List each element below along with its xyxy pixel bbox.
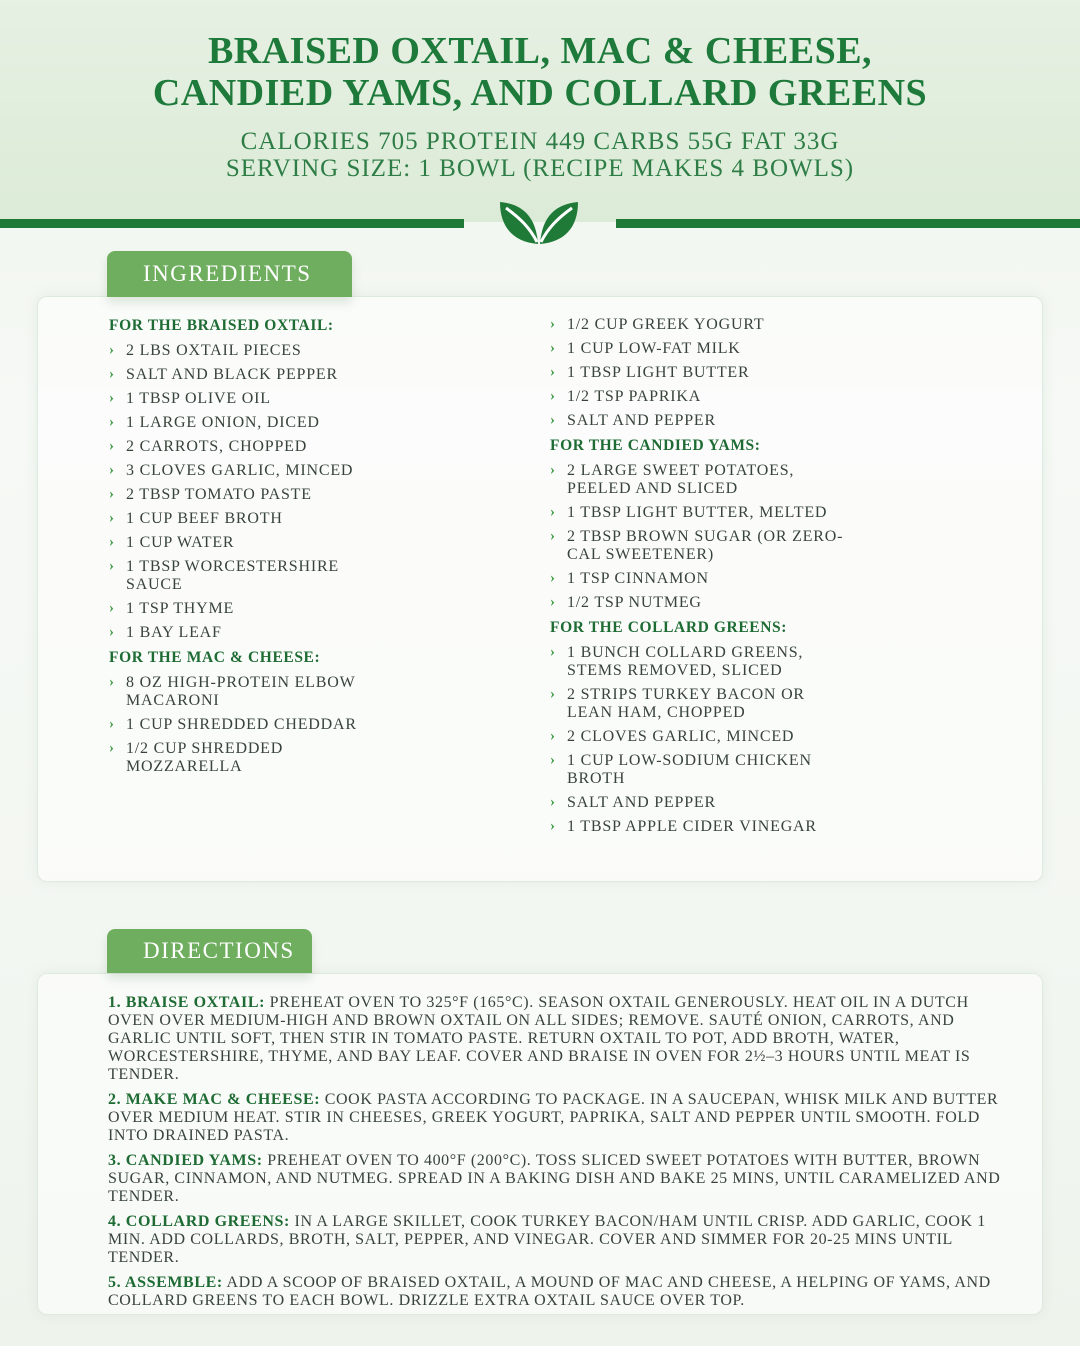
chevron-right-icon: › [550, 340, 556, 356]
ingredient-item [550, 728, 850, 746]
chevron-right-icon: › [550, 794, 556, 810]
ingredient-section-heading: FOR THE COLLARD GREENS: [550, 619, 788, 636]
ingredients-tab: INGREDIENTS [107, 251, 352, 297]
ingredient-text: 1/2 TSP NUTMEG [567, 594, 702, 611]
ingredient-text: SALT AND BLACK PEPPER [126, 366, 338, 383]
chevron-right-icon: › [109, 740, 115, 756]
ingredient-item [550, 686, 850, 722]
direction-step [108, 1213, 1008, 1267]
ingredient-section-heading: FOR THE MAC & CHEESE: [109, 649, 321, 666]
chevron-right-icon: › [109, 390, 115, 406]
step-label: 4. COLLARD GREENS: [108, 1213, 290, 1230]
ingredient-item [109, 342, 379, 360]
ingredient-text: 1 CUP BEEF BROTH [126, 510, 283, 527]
ingredient-text: 1 CUP WATER [126, 534, 235, 551]
ingredient-list [550, 316, 850, 430]
direction-step [108, 1091, 1008, 1145]
chevron-right-icon: › [109, 462, 115, 478]
chevron-right-icon: › [109, 534, 115, 550]
ingredient-text: 1 BUNCH COLLARD GREENS, STEMS REMOVED, SLICED [567, 644, 804, 679]
ingredient-text: SALT AND PEPPER [567, 412, 716, 429]
ingredient-item [109, 366, 379, 384]
ingredient-item [550, 316, 850, 334]
chevron-right-icon: › [109, 486, 115, 502]
direction-step [108, 1274, 1008, 1310]
divider-left [0, 219, 464, 228]
step-label: 1. BRAISE OXTAIL: [108, 994, 266, 1011]
ingredient-text: 2 LBS OXTAIL PIECES [126, 342, 302, 359]
ingredient-text: 1/2 TSP PAPRIKA [567, 388, 702, 405]
direction-step [108, 994, 1008, 1084]
serving-size: SERVING SIZE: 1 BOWL (RECIPE MAKES 4 BOWLS) [225, 155, 855, 182]
ingredient-item [109, 438, 379, 456]
ingredient-text: 2 LARGE SWEET POTATOES, PEELED AND SLICED [567, 462, 795, 497]
chevron-right-icon: › [550, 752, 556, 768]
ingredient-item [109, 674, 379, 710]
ingredient-text: 3 CLOVES GARLIC, MINCED [126, 462, 354, 479]
ingredient-text: 1 TBSP APPLE CIDER VINEGAR [567, 818, 817, 835]
ingredient-text: 1 LARGE ONION, DICED [126, 414, 320, 431]
chevron-right-icon: › [550, 686, 556, 702]
ingredient-item [550, 528, 850, 564]
ingredient-text: 2 TBSP BROWN SUGAR (OR ZERO-CAL SWEETENER) [567, 528, 844, 563]
ingredient-section-heading: FOR THE BRAISED OXTAIL: [109, 317, 334, 334]
chevron-right-icon: › [550, 412, 556, 428]
ingredient-item [109, 390, 379, 408]
ingredient-item [109, 600, 379, 618]
ingredient-text: 1/2 CUP GREEK YOGURT [567, 316, 765, 333]
ingredient-item [109, 462, 379, 480]
chevron-right-icon: › [109, 600, 115, 616]
ingredient-text: 1 TSP THYME [126, 600, 235, 617]
ingredient-text: 2 CARROTS, CHOPPED [126, 438, 308, 455]
ingredient-item [550, 752, 850, 788]
ingredient-text: 1 BAY LEAF [126, 624, 222, 641]
ingredient-list [550, 462, 850, 612]
chevron-right-icon: › [109, 414, 115, 430]
chevron-right-icon: › [550, 570, 556, 586]
step-text: COOK PASTA ACCORDING TO PACKAGE. IN A SAUCEPAN, WHISK MILK AND BUTTER OVER MEDIUM HEAT. STIR IN CHEESES, GREEK YOGURT, PAPRIKA, SALT AND PEPPER UNTIL SMOOTH. FOLD INTO DRAINED PASTA. [108, 1091, 999, 1144]
chevron-right-icon: › [550, 644, 556, 660]
chevron-right-icon: › [550, 316, 556, 332]
recipe-title [0, 30, 1080, 114]
chevron-right-icon: › [109, 366, 115, 382]
ingredient-text: 1 TSP CINNAMON [567, 570, 709, 587]
ingredient-text: 2 STRIPS TURKEY BACON OR LEAN HAM, CHOPPED [567, 686, 805, 721]
ingredient-item [550, 364, 850, 382]
ingredient-item [109, 740, 379, 776]
directions-list [108, 994, 1008, 1317]
ingredient-text: 1 CUP SHREDDED CHEDDAR [126, 716, 357, 733]
ingredient-item [109, 510, 379, 528]
chevron-right-icon: › [550, 728, 556, 744]
step-text: PREHEAT OVEN TO 325°F (165°C). SEASON OXTAIL GENEROUSLY. HEAT OIL IN A DUTCH OVEN OVER MEDIUM-HIGH AND BROWN OXTAIL ON ALL SIDES; REMOVE. SAUTÉ ONION, CARROTS, AND GARLIC UNTIL SOFT, THEN STIR IN TOMATO PASTE. RETURN OXTAIL TO POT, ADD BROTH, WATER, WORCESTERSHIRE, THYME, AND BAY LEAF. COVER AND BRAISE IN OVEN FOR 2½–3 HOURS UNTIL MEAT IS TENDER. [108, 994, 971, 1083]
chevron-right-icon: › [550, 528, 556, 544]
ingredient-text: 1 TBSP LIGHT BUTTER, MELTED [567, 504, 828, 521]
divider-right [616, 219, 1080, 228]
ingredient-list [109, 342, 379, 642]
ingredient-item [550, 570, 850, 588]
ingredient-text: 1 TBSP OLIVE OIL [126, 390, 271, 407]
ingredient-item [550, 594, 850, 612]
ingredient-text: 8 OZ HIGH-PROTEIN ELBOW MACARONI [126, 674, 356, 709]
ingredient-item [550, 794, 850, 812]
chevron-right-icon: › [550, 462, 556, 478]
ingredient-item [550, 818, 850, 836]
chevron-right-icon: › [109, 510, 115, 526]
step-label: 3. CANDIED YAMS: [108, 1152, 263, 1169]
ingredient-item [550, 388, 850, 406]
ingredient-text: 1/2 CUP SHREDDED MOZZARELLA [126, 740, 284, 775]
chevron-right-icon: › [550, 504, 556, 520]
ingredient-item [550, 644, 850, 680]
ingredient-text: 1 TBSP LIGHT BUTTER [567, 364, 750, 381]
ingredients-right-column [550, 316, 850, 842]
ingredient-text: 2 CLOVES GARLIC, MINCED [567, 728, 795, 745]
nutrition-info: CALORIES 705 PROTEIN 449 CARBS 55G FAT 33G [240, 128, 840, 155]
ingredient-list [550, 644, 850, 836]
ingredients-left-column [109, 316, 379, 782]
ingredient-list [109, 674, 379, 776]
chevron-right-icon: › [550, 594, 556, 610]
ingredient-item [109, 558, 379, 594]
step-label: 5. ASSEMBLE: [108, 1274, 223, 1291]
step-label: 2. MAKE MAC & CHEESE: [108, 1091, 321, 1108]
ingredient-item [109, 534, 379, 552]
ingredient-item [550, 340, 850, 358]
ingredient-item [109, 716, 379, 734]
ingredient-text: 1 TBSP WORCESTERSHIRE SAUCE [126, 558, 339, 593]
ingredient-item [109, 486, 379, 504]
step-text: ADD A SCOOP OF BRAISED OXTAIL, A MOUND OF MAC AND CHEESE, A HELPING OF YAMS, AND COLLARD GREENS TO EACH BOWL. DRIZZLE EXTRA OXTAIL SAUCE OVER TOP. [108, 1274, 991, 1309]
directions-tab: DIRECTIONS [107, 929, 312, 973]
step-text: IN A LARGE SKILLET, COOK TURKEY BACON/HAM UNTIL CRISP. ADD GARLIC, COOK 1 MIN. ADD COLLARDS, BROTH, SALT, PEPPER, AND VINEGAR. COVER AND SIMMER FOR 20-25 MINS UNTIL TENDER. [108, 1213, 986, 1266]
leaf-logo-icon [494, 196, 584, 246]
title-line-1: BRAISED OXTAIL, MAC & CHEESE, [207, 30, 873, 72]
ingredient-text: 2 TBSP TOMATO PASTE [126, 486, 312, 503]
chevron-right-icon: › [109, 624, 115, 640]
ingredient-item [109, 414, 379, 432]
chevron-right-icon: › [109, 438, 115, 454]
ingredient-text: 1 CUP LOW-SODIUM CHICKEN BROTH [567, 752, 812, 787]
chevron-right-icon: › [550, 388, 556, 404]
ingredient-item [550, 412, 850, 430]
ingredient-item [550, 504, 850, 522]
chevron-right-icon: › [109, 716, 115, 732]
ingredient-section-heading: FOR THE CANDIED YAMS: [550, 437, 761, 454]
direction-step [108, 1152, 1008, 1206]
chevron-right-icon: › [109, 674, 115, 690]
chevron-right-icon: › [109, 558, 115, 574]
chevron-right-icon: › [550, 364, 556, 380]
chevron-right-icon: › [109, 342, 115, 358]
ingredient-text: 1 CUP LOW-FAT MILK [567, 340, 741, 357]
title-line-2: CANDIED YAMS, AND COLLARD GREENS [152, 72, 928, 114]
ingredient-item [109, 624, 379, 642]
chevron-right-icon: › [550, 818, 556, 834]
ingredient-text: SALT AND PEPPER [567, 794, 716, 811]
ingredient-item [550, 462, 850, 498]
step-text: PREHEAT OVEN TO 400°F (200°C). TOSS SLICED SWEET POTATOES WITH BUTTER, BROWN SUGAR, CINNAMON, AND NUTMEG. SPREAD IN A BAKING DISH AND BAKE 25 MINS, UNTIL CARAMELIZED AND TENDER. [108, 1152, 1001, 1205]
